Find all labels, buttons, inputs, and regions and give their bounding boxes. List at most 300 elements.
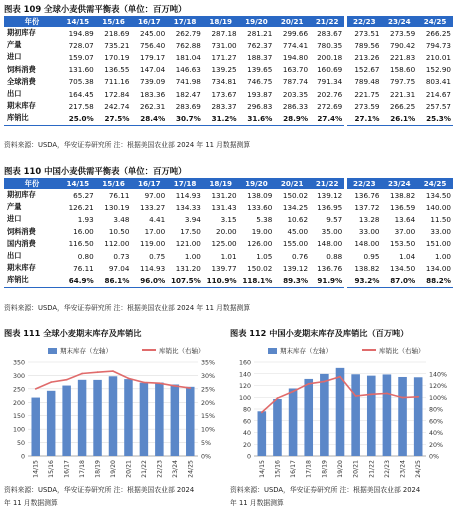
table-cell: 735.21: [104, 40, 130, 50]
y-left-tick-label: 160: [238, 359, 251, 367]
table-cell: 0.95: [346, 250, 382, 262]
table-cell: 160.69: [317, 65, 343, 75]
line-point: [370, 393, 372, 395]
table-cell: 146.63: [175, 65, 201, 75]
table-cell: 19.00: [251, 227, 273, 237]
x-tick-label: 17/18: [305, 460, 313, 478]
row-label: 出口: [7, 89, 22, 99]
table-cell: 273.59: [346, 100, 382, 112]
row-label: 进口: [7, 214, 22, 224]
y-left-tick-label: 100: [12, 426, 25, 434]
table-row: [4, 27, 453, 39]
global-wheat-balance-table: [4, 16, 453, 126]
bar-stock: [258, 411, 267, 456]
table-cell: 179.17: [140, 52, 166, 62]
bar-stock: [155, 383, 164, 456]
header-year-cell: 20/21: [274, 16, 310, 27]
chart2-legend-line-label: 库销比（右轴）: [379, 347, 425, 355]
table-cell: 65.27: [73, 190, 94, 200]
bar-stock: [304, 379, 313, 456]
x-tick-label: 21/22: [140, 460, 148, 478]
line-point: [174, 385, 176, 387]
table-cell: 9.57: [326, 214, 343, 224]
bar-stock: [351, 374, 360, 456]
table-cell: 152.90: [425, 65, 451, 75]
chart1-title: [4, 328, 141, 339]
table-cell: 774.41: [282, 40, 309, 50]
table-cell: 780.35: [317, 40, 343, 50]
y-left-tick-label: 250: [12, 386, 25, 394]
table-cell: 153.50: [390, 239, 416, 249]
header-year-cell: 20/21: [274, 178, 310, 189]
table-cell: 139.77: [211, 263, 237, 273]
line-point: [143, 382, 145, 384]
line-point: [97, 371, 99, 373]
table-cell: 125.00: [211, 239, 237, 249]
table-cell: 136.95: [317, 202, 343, 212]
table-cell: 91.9%: [310, 274, 346, 287]
y-left-tick-label: 60: [242, 418, 251, 426]
chart2-legend: [268, 346, 425, 355]
header-year-cell: 23/24: [381, 16, 417, 27]
table1-title-tag: 图表 109: [4, 4, 42, 14]
row-label: 饲料消费: [7, 64, 36, 74]
table-cell: 87.0%: [381, 274, 417, 287]
table-cell: 150.02: [247, 263, 273, 273]
table-cell: 17.50: [180, 227, 201, 237]
table-cell: 139.12: [317, 190, 343, 200]
table-cell: 218.69: [104, 28, 130, 38]
row-label: 国内消费: [7, 238, 36, 248]
table-cell: 136.55: [104, 65, 130, 75]
chart2-source-line1: 资料来源：USDA，华安证券研究所 注：根据美国农业部 2024: [230, 486, 421, 494]
y-left-tick-label: 80: [242, 406, 251, 414]
table-cell: 134.50: [390, 263, 416, 273]
line-point: [261, 412, 263, 414]
line-point: [355, 395, 357, 397]
chart2-source-line2: 年 11 月数据测算: [230, 499, 284, 507]
table-cell: 148.00: [346, 238, 382, 250]
table-cell: 171.27: [211, 52, 237, 62]
header-year-cell: 19/20: [239, 178, 275, 189]
table-cell: 262.31: [140, 101, 166, 111]
x-tick-label: 24/25: [415, 460, 423, 478]
table-cell: 0.88: [326, 251, 343, 261]
table-cell: 137.72: [346, 201, 382, 213]
table-cell: 194.80: [282, 52, 309, 62]
line-point: [417, 396, 419, 398]
table-cell: 139.12: [282, 263, 309, 273]
line-point: [386, 393, 388, 395]
row-label: 饲料消费: [7, 226, 36, 236]
table-cell: 1.04: [399, 251, 416, 261]
table-cell: 140.00: [425, 202, 451, 212]
y-left-tick-label: 50: [16, 440, 25, 448]
chart1-legend-bar-label: 期末库存（左轴）: [60, 347, 112, 355]
x-tick-label: 24/25: [187, 460, 195, 478]
table-cell: 138.09: [247, 190, 273, 200]
table-cell: 133.27: [140, 202, 166, 212]
y-right-tick-label: 0%: [429, 453, 439, 461]
table-cell: 756.40: [140, 40, 166, 50]
line-point: [402, 397, 404, 399]
x-tick-label: 20/21: [125, 460, 133, 478]
x-tick-label: 23/24: [399, 460, 407, 478]
legend-line-swatch: [142, 349, 156, 351]
table-cell: 114.93: [175, 190, 201, 200]
x-tick-label: 17/18: [79, 460, 87, 478]
table-cell: 1.05: [256, 251, 273, 261]
row-label: 期末库存: [7, 101, 36, 111]
row-label: 期初库存: [7, 190, 36, 200]
table-cell: 296.83: [247, 101, 273, 111]
table-cell: 182.47: [175, 89, 201, 99]
header-year-cell: 21/22: [310, 178, 346, 189]
table2-title-text: 中国小麦供需平衡表（单位：百万吨）: [44, 166, 187, 176]
chart2-title-text: 中国小麦期末库存及库销比（百万吨）: [269, 328, 409, 338]
table-cell: 213.26: [346, 51, 382, 63]
x-tick-label: 18/19: [321, 460, 329, 478]
table-cell: 16.00: [73, 227, 94, 237]
bar-stock: [78, 380, 87, 456]
legend-bar-swatch: [268, 348, 277, 354]
row-label: 进口: [7, 52, 22, 62]
table-cell: 136.59: [390, 202, 416, 212]
y-left-tick-label: 100: [238, 394, 251, 402]
bar-stock: [289, 388, 298, 456]
table-cell: 0.75: [149, 251, 166, 261]
table-cell: 272.69: [317, 101, 343, 111]
table-cell: 150.02: [282, 190, 309, 200]
bar-stock: [367, 376, 376, 456]
x-tick-label: 22/23: [156, 460, 164, 478]
table-cell: 97.04: [108, 263, 130, 273]
table-cell: 126.21: [68, 202, 94, 212]
table-cell: 203.35: [282, 89, 309, 99]
y-right-tick-label: 15%: [201, 413, 215, 421]
row-label: 出口: [7, 251, 22, 261]
table-cell: 221.75: [346, 88, 382, 100]
table-cell: 4.41: [149, 214, 166, 224]
line-point: [323, 381, 325, 383]
y-right-tick-label: 80%: [429, 406, 443, 414]
table-cell: 794.73: [425, 40, 451, 50]
table-cell: 138.82: [346, 262, 382, 274]
table-cell: 728.07: [68, 40, 94, 50]
header-year-cell: 17/18: [167, 178, 203, 189]
table-row: [4, 201, 453, 213]
x-tick-label: 19/20: [337, 460, 344, 478]
y-right-tick-label: 140%: [429, 371, 448, 379]
table-cell: 121.00: [175, 239, 201, 249]
table-cell: 45.00: [287, 227, 309, 237]
table-cell: 281.21: [247, 28, 273, 38]
table-row: [4, 226, 453, 238]
table-cell: 134.50: [425, 190, 451, 200]
table-cell: 133.60: [247, 202, 273, 212]
table-row: [4, 51, 453, 63]
table-cell: 25.0%: [60, 112, 96, 125]
table-row: [4, 64, 453, 76]
table-cell: 76.11: [108, 190, 130, 200]
table-cell: 86.1%: [96, 274, 132, 287]
x-tick-label: 18/19: [94, 460, 102, 478]
bar-stock: [47, 391, 56, 456]
header-year-cell: 19/20: [239, 16, 275, 27]
header-year-cell: 22/23: [346, 16, 382, 27]
chart2-source: [230, 484, 420, 510]
table-cell: 136.76: [317, 263, 343, 273]
table2-title-tag: 图表 110: [4, 166, 42, 176]
chart1-legend-line-label: 库销比（右轴）: [159, 347, 205, 355]
table-cell: 245.00: [140, 28, 166, 38]
table-cell: 273.59: [390, 28, 416, 38]
y-left-tick-label: 300: [12, 372, 25, 380]
table-cell: 139.25: [211, 65, 237, 75]
table-cell: 734.81: [211, 77, 237, 87]
table-cell: 791.34: [317, 77, 343, 87]
table-cell: 3.15: [220, 214, 237, 224]
bar-stock: [320, 374, 329, 456]
legend-line-swatch: [362, 349, 376, 351]
table-cell: 787.74: [282, 77, 309, 87]
table-cell: 0.73: [113, 251, 130, 261]
table-cell: 37.00: [394, 227, 416, 237]
table-cell: 183.36: [140, 89, 166, 99]
table-cell: 283.37: [211, 101, 237, 111]
header-year-cell: 14/15: [60, 178, 96, 189]
header-year-cell: 23/24: [381, 178, 417, 189]
table-cell: 266.25: [390, 101, 416, 111]
chart2-title: [230, 328, 408, 339]
y-right-tick-label: 25%: [201, 386, 215, 394]
x-tick-label: 23/24: [171, 460, 179, 478]
table-cell: 170.19: [104, 52, 130, 62]
table-cell: 131.20: [211, 190, 237, 200]
y-left-tick-label: 20: [242, 441, 251, 449]
row-label: 产量: [7, 40, 22, 50]
table-header-row: [4, 178, 453, 189]
chart2-title-tag: 图表 112: [230, 328, 267, 338]
chart1-source-line1: 资料来源：USDA，华安证券研究所 注：根据美国农业部 2024: [4, 486, 195, 494]
table-cell: 273.51: [346, 27, 382, 39]
table-row: [4, 238, 453, 250]
table-cell: 789.48: [346, 76, 382, 88]
table-cell: 194.89: [68, 28, 94, 38]
table-cell: 159.07: [68, 52, 94, 62]
y-right-tick-label: 30%: [201, 372, 215, 380]
y-left-tick-label: 140: [238, 371, 251, 379]
table-row: [4, 100, 453, 112]
table-row: [4, 262, 453, 274]
bar-stock: [186, 387, 195, 456]
y-right-tick-label: 10%: [201, 426, 215, 434]
table1-title: [4, 3, 186, 15]
y-left-tick-label: 0: [246, 453, 251, 461]
y-left-tick-label: 150: [12, 413, 25, 421]
table-cell: 64.9%: [60, 274, 96, 287]
table-cell: 27.4%: [310, 112, 346, 125]
table-cell: 181.04: [175, 52, 201, 62]
table-cell: 88.2%: [417, 274, 453, 287]
row-label: 期末库存: [7, 263, 36, 273]
y-right-tick-label: 100%: [429, 394, 448, 402]
table-cell: 33.00: [430, 227, 451, 237]
table-cell: 30.7%: [167, 112, 203, 125]
table-cell: 188.37: [247, 52, 273, 62]
table-cell: 17.00: [144, 227, 166, 237]
y-right-tick-label: 60%: [429, 418, 443, 426]
header-year-cell: 24/25: [417, 178, 453, 189]
y-right-tick-label: 40%: [429, 430, 443, 437]
table-cell: 31.2%: [203, 112, 239, 125]
bar-stock: [93, 380, 102, 456]
table-cell: 283.67: [317, 28, 343, 38]
table-cell: 134.25: [282, 202, 309, 212]
table-cell: 35.00: [321, 227, 343, 237]
table-cell: 762.37: [247, 40, 273, 50]
global-stock-chart: [4, 356, 224, 486]
bar-stock: [31, 398, 40, 456]
table-cell: 242.74: [104, 101, 130, 111]
china-stock-chart: [230, 356, 452, 486]
table-cell: 11.50: [430, 214, 451, 224]
table-cell: 221.31: [390, 89, 416, 99]
table1-source: 资料来源：USDA，华安证券研究所 注：根据美国农业部 2024 年 11 月数据测算: [4, 141, 251, 149]
table-cell: 33.00: [346, 226, 382, 238]
table-cell: 257.57: [425, 101, 451, 111]
table-cell: 28.4%: [131, 112, 167, 125]
table-cell: 741.98: [175, 77, 201, 87]
table-row: [4, 189, 453, 201]
y-right-tick-label: 5%: [201, 440, 211, 448]
x-tick-label: 16/17: [290, 460, 298, 478]
table-cell: 286.33: [282, 101, 309, 111]
table-cell: 151.00: [425, 239, 451, 249]
table-row: [4, 250, 453, 262]
bar-stock: [124, 379, 133, 456]
table-cell: 136.76: [346, 189, 382, 201]
bar-stock: [109, 376, 118, 456]
line-point: [189, 387, 191, 389]
legend-bar-swatch: [48, 348, 57, 354]
table-cell: 119.00: [140, 239, 166, 249]
table-cell: 1.93: [77, 214, 94, 224]
table-cell: 13.28: [346, 213, 382, 225]
table-cell: 27.1%: [346, 112, 382, 125]
table-cell: 1.00: [434, 251, 451, 261]
table-cell: 283.69: [175, 101, 201, 111]
x-tick-label: 14/15: [32, 460, 40, 478]
chart1-legend: [48, 346, 205, 355]
header-year-cell: 14/15: [60, 16, 96, 27]
table-cell: 762.88: [175, 40, 201, 50]
table-cell: 158.60: [390, 65, 416, 75]
bar-stock: [398, 377, 407, 456]
table-row: [4, 213, 453, 225]
x-tick-label: 21/22: [368, 460, 376, 478]
row-label: 库销比: [4, 112, 60, 125]
table-cell: 116.50: [68, 239, 94, 249]
table-cell: 130.19: [104, 202, 130, 212]
table-cell: 112.00: [104, 239, 130, 249]
table-cell: 217.58: [68, 101, 94, 111]
table-cell: 790.42: [390, 40, 416, 50]
table-row: [4, 274, 453, 287]
table-cell: 152.67: [346, 64, 382, 76]
header-year-label: 年份: [4, 16, 60, 27]
table-cell: 97.00: [144, 190, 166, 200]
table-cell: 0.80: [77, 251, 94, 261]
table-cell: 173.67: [211, 89, 237, 99]
header-year-cell: 21/22: [310, 16, 346, 27]
table-cell: 3.48: [113, 214, 130, 224]
table-cell: 789.56: [346, 39, 382, 51]
table-cell: 739.09: [140, 77, 166, 87]
table-row: [4, 39, 453, 51]
table-cell: 10.50: [108, 227, 130, 237]
table-cell: 262.79: [175, 28, 201, 38]
bar-stock: [383, 374, 392, 456]
x-tick-label: 14/15: [258, 460, 266, 478]
table-cell: 705.38: [68, 77, 94, 87]
y-left-tick-label: 40: [242, 430, 251, 437]
table-cell: 20.00: [216, 227, 237, 237]
line-point: [128, 377, 130, 379]
line-point: [81, 373, 83, 375]
row-label: 产量: [7, 202, 22, 212]
row-label: 期初库存: [7, 28, 36, 38]
table-row: [4, 112, 453, 125]
table-cell: 221.83: [390, 52, 416, 62]
header-year-cell: 16/17: [131, 16, 167, 27]
table-cell: 731.00: [211, 40, 237, 50]
table-cell: 110.9%: [203, 274, 239, 287]
table-cell: 76.11: [73, 263, 94, 273]
table-cell: 96.0%: [131, 274, 167, 287]
y-left-tick-label: 0: [20, 453, 25, 461]
table-cell: 163.70: [282, 65, 309, 75]
line-point: [339, 376, 341, 378]
table-cell: 138.82: [390, 190, 416, 200]
header-year-label: 年份: [4, 178, 60, 189]
table-cell: 299.66: [282, 28, 309, 38]
china-wheat-balance-table: [4, 178, 453, 288]
y-left-tick-label: 120: [238, 383, 251, 390]
line-point: [158, 382, 160, 384]
table-cell: 118.1%: [239, 274, 275, 287]
table-cell: 155.00: [282, 239, 309, 249]
table-cell: 1.01: [220, 251, 237, 261]
table-cell: 139.65: [247, 65, 273, 75]
table-cell: 803.41: [425, 77, 451, 87]
table-cell: 3.94: [184, 214, 201, 224]
bar-stock: [414, 377, 423, 456]
y-right-tick-label: 0%: [201, 453, 211, 461]
bar-stock: [140, 383, 149, 456]
y-right-tick-label: 120%: [429, 383, 448, 390]
table-cell: 134.00: [425, 263, 451, 273]
table-cell: 202.76: [317, 89, 343, 99]
table-cell: 797.75: [390, 77, 416, 87]
x-tick-label: 20/21: [352, 460, 360, 478]
table-cell: 13.64: [394, 214, 416, 224]
table1-title-text: 全球小麦供需平衡表（单位：百万吨）: [44, 4, 187, 14]
table-cell: 266.25: [425, 28, 451, 38]
table2-source: 资料来源：USDA，华安证券研究所 注：根据美国农业部 2024 年 11 月数据测算: [4, 304, 251, 312]
line-point: [292, 391, 294, 393]
table-cell: 27.5%: [96, 112, 132, 125]
